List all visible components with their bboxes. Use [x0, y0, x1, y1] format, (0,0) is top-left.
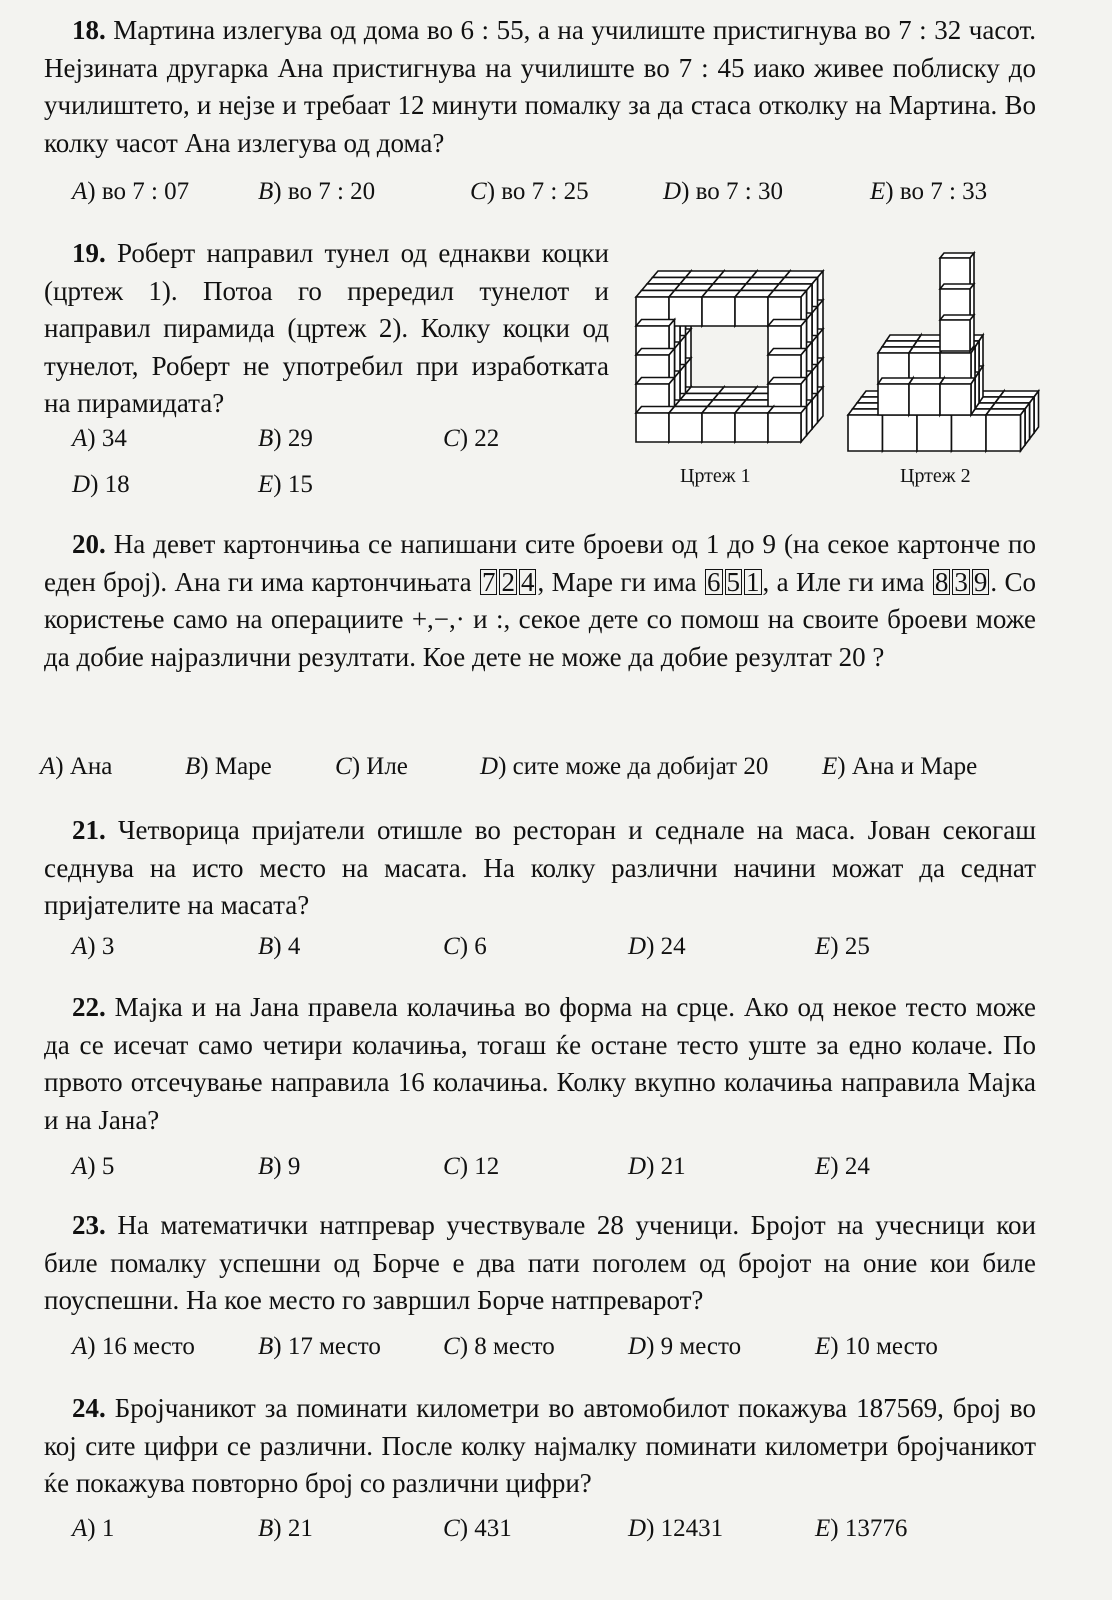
cube-face	[818, 387, 824, 423]
cards-ile	[932, 564, 991, 602]
cube-face	[669, 291, 708, 298]
answer-text: ) 12431	[646, 1515, 724, 1542]
answer-option-e	[815, 1515, 907, 1543]
cube-face	[807, 400, 813, 436]
cube-face	[940, 320, 970, 351]
answer-text: ) 5	[87, 1153, 115, 1180]
answer-option-b	[258, 1333, 381, 1361]
cube-face	[882, 341, 917, 347]
answer-option-d	[628, 1333, 741, 1361]
answer-text: ) 431	[459, 1515, 512, 1542]
cube-face	[940, 378, 975, 384]
answer-text: ) Ана	[55, 753, 113, 780]
answer-letter: B	[258, 178, 274, 205]
answer-text: ) 13776	[830, 1515, 908, 1542]
card: 8	[934, 566, 949, 597]
answer-option-d	[480, 753, 768, 781]
answer-text: ) 8 место	[459, 1333, 555, 1360]
answer-option-a	[72, 933, 114, 961]
cube-face	[636, 320, 675, 327]
answer-text: ) 10 место	[830, 1333, 938, 1360]
answer-option-e	[815, 933, 870, 961]
cube-face	[768, 378, 807, 385]
cube-face	[883, 415, 918, 451]
cube-face	[686, 271, 725, 278]
answer-letter: A	[40, 753, 56, 780]
answer-option-a	[72, 425, 127, 453]
answer-option-e	[870, 178, 987, 206]
answer-option-a	[72, 1153, 114, 1181]
cube-face	[636, 378, 675, 385]
tunnel-figure	[636, 271, 823, 442]
answer-text: ) 16 место	[87, 1333, 195, 1360]
answer-letter: C	[443, 1153, 460, 1180]
cube-face	[917, 415, 952, 451]
answer-option-d	[628, 1515, 723, 1543]
cube-face	[878, 384, 909, 415]
answer-text: ) сите може да добијат 20	[498, 753, 769, 780]
cube-face	[768, 413, 801, 442]
cube-face	[741, 284, 780, 291]
cube-face	[702, 297, 735, 326]
cube-face	[785, 271, 824, 278]
cube-face	[746, 278, 785, 285]
answer-text: ) 21	[646, 1153, 686, 1180]
cube-face	[669, 413, 702, 442]
answer-letter: E	[258, 471, 274, 498]
cube-face	[702, 291, 741, 298]
answer-letter: C	[443, 1515, 460, 1542]
cube-face	[909, 384, 940, 415]
answer-letter: B	[185, 753, 201, 780]
answer-option-e	[815, 1333, 938, 1361]
cube-face	[848, 415, 883, 451]
card: 1	[746, 566, 760, 597]
cube-face	[878, 378, 913, 384]
cube-face	[708, 400, 747, 407]
cube-face	[909, 378, 944, 384]
answer-option-d	[628, 1153, 686, 1181]
answer-letter: D	[628, 1333, 647, 1360]
card: 2	[501, 566, 515, 597]
cube-face	[647, 278, 686, 285]
answer-text: ) во 7 : 07	[87, 178, 190, 205]
question-21: 21. Четворица пријатели отишле во ресторан и седнале на маса. Јован секогаш седнува на исто место на масата. На колку различни начини можат да седнат пријателите на масата?	[44, 815, 1036, 920]
answer-text: ) 25	[830, 933, 870, 960]
answer-option-c	[443, 425, 499, 453]
answer-text: ) 21	[273, 1515, 313, 1542]
answer-letter: D	[628, 933, 647, 960]
cube-face	[702, 407, 741, 414]
answer-text: ) 24	[830, 1153, 870, 1180]
cube-face	[768, 291, 807, 298]
answer-letter: E	[815, 1153, 831, 1180]
answer-text: ) 22	[459, 425, 500, 452]
cube-face	[1000, 391, 1039, 397]
answer-letter: B	[258, 1333, 274, 1360]
answer-text: ) 17 место	[273, 1333, 381, 1360]
cube-face	[636, 407, 675, 414]
answer-letter: E	[815, 1515, 831, 1542]
cube-face	[909, 347, 944, 353]
cube-face	[886, 335, 921, 341]
answer-letter: C	[443, 1333, 460, 1360]
cube-face	[675, 284, 714, 291]
cards-mare	[704, 564, 763, 602]
answer-text: ) 12	[459, 1153, 500, 1180]
card: 5	[726, 566, 741, 597]
answer-letter: A	[72, 1333, 88, 1360]
cube-face	[636, 291, 675, 298]
answer-letter: A	[72, 425, 88, 452]
answer-option-c	[335, 753, 408, 781]
pyramid-figure	[848, 253, 1039, 451]
answer-option-c	[443, 1333, 555, 1361]
cube-face	[708, 284, 747, 291]
cube-face	[713, 394, 752, 401]
answer-option-e	[822, 753, 977, 781]
question-18: 18. Мартина излегува од дома во 6 : 55, а на училиште пристигнува во 7 : 32 часот. Нејзината другарка Ана пристигнува на училиште во 7 : 45 иако живее поблиску до училиштето, и нејзе и требаат 12 минути помалку за да стаса отколку на Мартина. Во колку часот Ана излегува од дома?	[44, 15, 1036, 158]
answer-letter: E	[815, 933, 831, 960]
answer-option-c	[443, 1153, 499, 1181]
answer-text: ) 6	[459, 933, 487, 960]
cube-face	[940, 384, 971, 415]
cube-face	[653, 271, 692, 278]
cube-face	[768, 320, 807, 327]
answer-text: ) 9 место	[646, 1333, 742, 1360]
answer-option-d	[628, 933, 686, 961]
cube-face	[735, 291, 774, 298]
cube-face	[636, 349, 675, 356]
cube-face	[735, 297, 768, 326]
answer-option-b	[258, 933, 300, 961]
answer-letter: A	[72, 1515, 88, 1542]
answer-option-a	[72, 178, 189, 206]
answer-letter: E	[815, 1333, 831, 1360]
answer-option-b	[185, 753, 272, 781]
answer-letter: D	[628, 1515, 647, 1542]
answer-text: ) 18	[90, 471, 130, 498]
card: 4	[520, 566, 535, 597]
answer-letter: C	[443, 933, 460, 960]
cube-face	[675, 400, 714, 407]
answer-option-d	[72, 471, 130, 499]
cube-face	[986, 415, 1021, 451]
question-24: 24. Бројчаникот за поминати километри во автомобилот покажува 187569, број во кој сите цифри се различни. После колку најмалку поминати километри бројчаникот ќе покажува повторно број со различни цифри?	[44, 1393, 1036, 1498]
answer-option-a	[72, 1333, 195, 1361]
cube-face	[680, 394, 719, 401]
answer-text: ) 24	[646, 933, 686, 960]
answer-letter: C	[470, 178, 487, 205]
answer-option-e	[258, 471, 313, 499]
answer-option-b	[258, 1515, 313, 1543]
cube-face	[686, 387, 725, 394]
cube-face	[636, 413, 669, 442]
answer-letter: D	[663, 178, 682, 205]
cube-face	[768, 349, 807, 356]
cube-face	[719, 387, 758, 394]
answer-option-e	[815, 1153, 870, 1181]
answer-text: ) 29	[273, 425, 313, 452]
cards-ana	[479, 564, 538, 602]
answer-letter: B	[258, 1153, 274, 1180]
card: 7	[481, 566, 496, 597]
answer-letter: D	[72, 471, 91, 498]
cube-face	[669, 407, 708, 414]
answer-text: ) 4	[273, 933, 301, 960]
question-23: 23. На математички натпревар учествувале 28 ученици. Бројот на учесници кои биле помалку успешни од Борче е два пати поголем од бројот на оние кои биле поуспешни. На кое место го завршил Борче натпреварот?	[44, 1210, 1036, 1315]
answer-letter: B	[258, 425, 274, 452]
cube-face	[735, 407, 774, 414]
question-20: 20. На девет картончиња се напишани сите броеви од 1 до 9 (на секое картонче по еден број). Ана ги има картончињата 7 2 4 , Маре ги има 6 5 1 , а Иле ги има 8 3 9 . Со користење само на операциите +,−,· и :, секое дете со помош на своите броеви може да добие најразлични резултати. Кое дете не може да добие резултат 20 ?	[44, 529, 1037, 672]
answer-text: ) Маре	[200, 753, 272, 780]
answer-letter: A	[72, 933, 88, 960]
question-19: 19. Роберт направил тунел од еднакви коцки (цртеж 1). Потоа го прередил тунелот и направил пирамида (цртеж 2). Колку коцки од тунелот, Роберт не употребил при изработката на пирамидата?	[44, 238, 609, 418]
answer-letter: D	[628, 1153, 647, 1180]
answer-option-d	[663, 178, 783, 206]
card: 9	[973, 566, 988, 597]
figure-2-caption: Цртеж 2	[900, 465, 971, 487]
answer-option-b	[258, 1153, 300, 1181]
question-22: 22. Мајка и на Јана правела колачиња во форма на срце. Ако од некое тесто може да се исечат само четири колачиња, тогаш ќе остане тесто уште за едно колаче. По првото отсечување направила 16 колачиња. Колку вкупно колачиња направила Мајка и на Јана?	[44, 992, 1036, 1135]
cube-face	[779, 278, 818, 285]
answer-text: ) 34	[87, 425, 127, 452]
answer-letter: D	[480, 753, 499, 780]
answer-letter: E	[870, 178, 886, 205]
cube-face	[702, 413, 735, 442]
answer-letter: E	[822, 753, 838, 780]
answer-letter: C	[443, 425, 460, 452]
answer-text: ) 9	[273, 1153, 301, 1180]
answer-text: ) 3	[87, 933, 115, 960]
cube-face	[719, 271, 758, 278]
cube-face	[878, 347, 913, 353]
card: 6	[707, 566, 721, 597]
answer-text: ) Ана и Маре	[837, 753, 978, 780]
cube-face	[995, 397, 1034, 403]
cube-face	[642, 284, 681, 291]
cube-face	[991, 403, 1030, 409]
answer-letter: B	[258, 933, 274, 960]
answer-option-c	[443, 1515, 512, 1543]
answer-text: ) во 7 : 33	[885, 178, 988, 205]
cube-face	[713, 278, 752, 285]
answer-text: ) Иле	[351, 753, 408, 780]
cube-face	[952, 415, 987, 451]
cube-face	[774, 284, 813, 291]
figure-1-caption: Цртеж 1	[680, 465, 751, 487]
answer-letter: C	[335, 753, 352, 780]
answer-option-c	[470, 178, 589, 206]
answer-letter: A	[72, 178, 88, 205]
answer-option-c	[443, 933, 487, 961]
cube-face	[735, 413, 768, 442]
cube-face	[768, 407, 807, 414]
answer-option-b	[258, 425, 313, 453]
answer-letter: B	[258, 1515, 274, 1542]
answer-text: ) 1	[87, 1515, 115, 1542]
answer-letter: A	[72, 1153, 88, 1180]
answer-option-a	[40, 753, 112, 781]
card: 3	[954, 566, 968, 597]
answer-text: ) во 7 : 20	[273, 178, 376, 205]
cube-face	[986, 409, 1025, 415]
cube-face	[752, 271, 791, 278]
answer-text: ) 15	[273, 471, 313, 498]
cube-face	[680, 278, 719, 285]
cube-face	[801, 407, 807, 443]
answer-option-a	[72, 1515, 114, 1543]
answer-text: ) во 7 : 30	[681, 178, 783, 205]
answer-text: ) во 7 : 25	[486, 178, 589, 205]
cube-face	[812, 394, 818, 430]
answer-option-b	[258, 178, 375, 206]
